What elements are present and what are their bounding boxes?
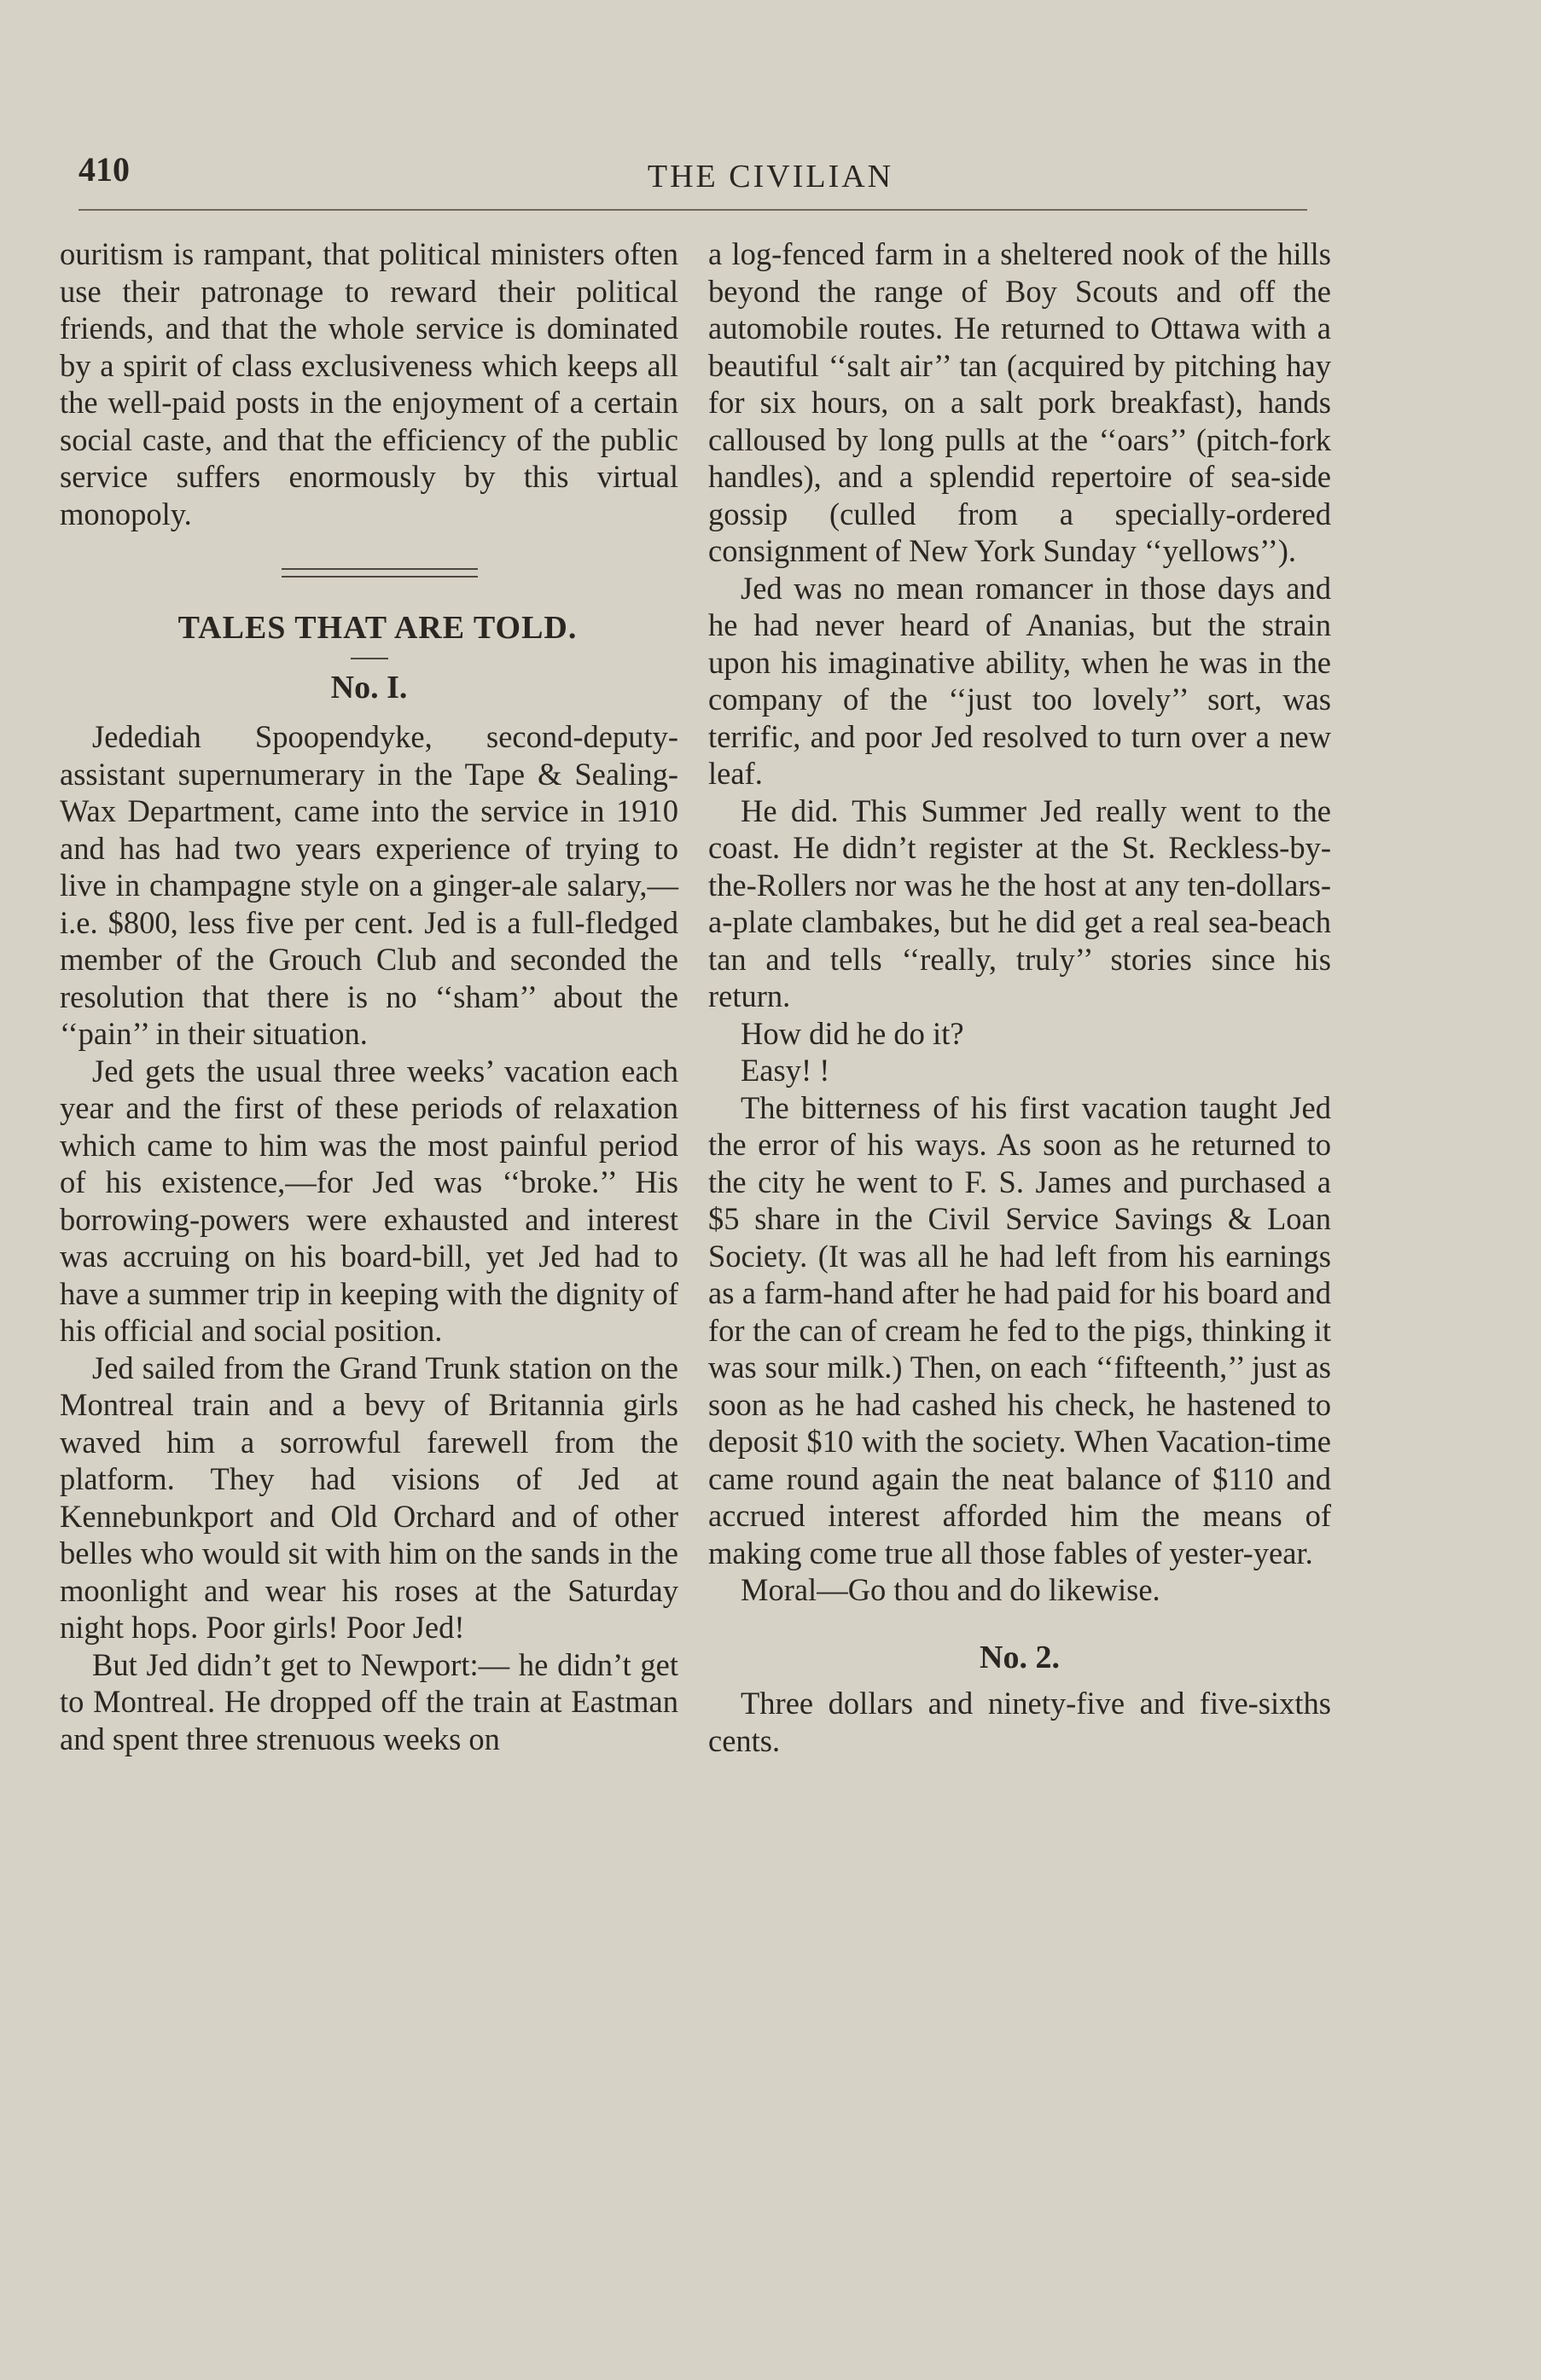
page-number: 410 [79,150,130,189]
section-divider [282,568,478,578]
body-paragraph: a log-fenced farm in a sheltered nook of the hills beyond the range of Boy Scouts and off the automobile routes. He returned to Ottawa with a beautiful ‘‘salt air’’ tan (acquired by pitching hay for six hours, on a salt pork breakfast), hands calloused by long pulls at the ‘‘oars’’ (pitch-fork handles), and a splendid repertoire of sea-side gossip (culled from a specially-ordered consignment of New York Sunday ‘‘yellows’’). [708,236,1331,568]
continuation-paragraph: ouritism is rampant, that political ministers often use their patronage to reward their political friends, and that the whole service is dominated by a spirit of class exclusiveness which keeps all the well-paid posts in the enjoyment of a certain social caste, and that the efficiency of the public service suffers enormously by this virtual monopoly. [60,236,678,531]
left-column [60,235,678,1757]
running-head: THE CIVILIAN [647,159,894,194]
tale-1-title: No. I. [330,669,408,705]
section-title: TALES THAT ARE TOLD. [177,610,578,646]
tale-2-title: No. 2. [980,1639,1060,1675]
moral-paragraph: Moral—Go thou and do likewise. [741,1572,1160,1607]
body-paragraph: Three dollars and ninety-five and five-sixths cents. [708,1686,1331,1758]
title-rule [351,658,388,659]
body-paragraph: Jed gets the usual three weeks’ vacation each year and the first of these periods of relaxation which came to him was the most painful period of his existence,—for Jed was ‘‘broke.’’ His borrowing-powers were exhausted and interest was accruing on his board-bill, yet Jed had to have a summer trip in keeping with the dignity of his official and social position. [60,1053,678,1348]
body-paragraph: He did. This Summer Jed really went to the coast. He didn’t register at the St. Reckless-by-the-Rollers nor was he the host at any ten-dollars-a-plate clambakes, but he did get a real sea-beach tan and tells ‘‘really, truly’’ stories since his return. [708,792,1331,1013]
body-paragraph: The bitterness of his first vacation taught Jed the error of his ways. As soon as he returned to the city he went to F. S. James and purchased a $5 share in the Civil Service Savings & Loan Society. (It was all he had left from his earnings as a farm-hand after he had paid for his board and for the can of cream he fed to the pigs, thinking it was sour milk.) Then, on each ‘‘fifteenth,’’ just as soon as he had cashed his check, he hastened to deposit $10 with the society. When Vacation-time came round again the neat balance of $110 and accrued interest afforded him the means of making come true all those fables of yester-year. [708,1089,1331,1570]
body-paragraph: Jedediah Spoopendyke, second-deputy-assistant supernumerary in the Tape & Sealing-Wax Department, came into the service in 1910 and has had two years experience of trying to live in champagne style on a ginger-ale salary,—i.e. $800, less five per cent. Jed is a full-fledged member of the Grouch Club and seconded the resolution that there is no ‘‘sham’’ about the ‘‘pain’’ in their situation. [60,719,678,1051]
body-paragraph: Jed sailed from the Grand Trunk station on the Montreal train and a bevy of Britannia girls waved him a sorrowful farewell from the platform. They had visions of Jed at Kennebunkport and Old Orchard and of other belles who would sit with him on the sands in the moonlight and wear his roses at the Saturday night hops. Poor girls! Poor Jed! [60,1350,678,1645]
body-paragraph: But Jed didn’t get to Newport:— he didn’t get to Montreal. He dropped off the train at Eastman and spent three strenuous weeks on [60,1646,678,1756]
body-paragraph: How did he do it? [741,1015,964,1051]
body-paragraph: Easy! ! [741,1053,830,1088]
right-column [708,235,1331,1759]
header-rule [79,209,1307,211]
body-paragraph: Jed was no mean romancer in those days and he had never heard of Ananias, but the strain upon his imaginative ability, when he was in the company of the ‘‘just too lovely’’ sort, was terrific, and poor Jed resolved to turn over a new leaf. [708,570,1331,791]
